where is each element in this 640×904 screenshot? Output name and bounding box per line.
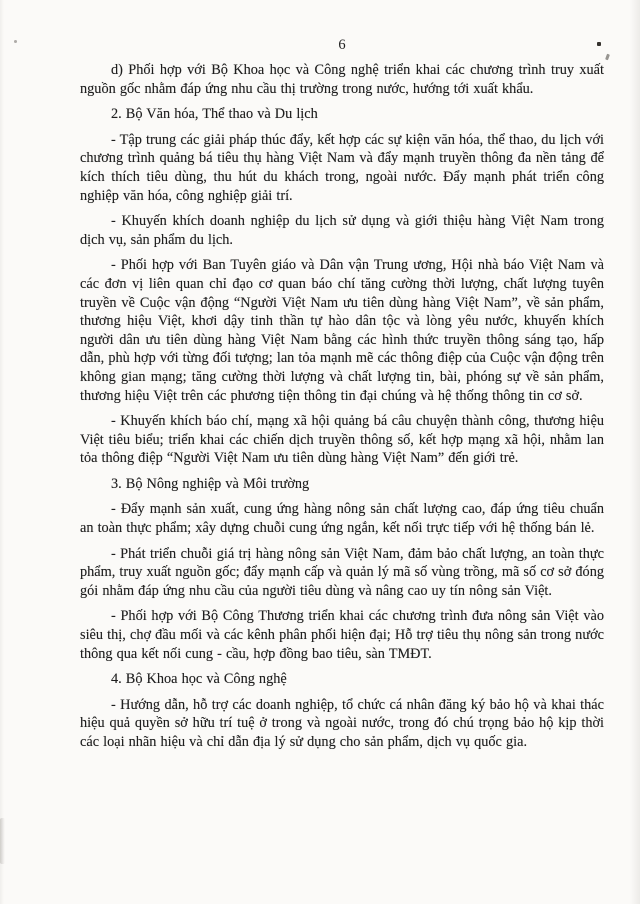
document-body <box>80 61 604 759</box>
scan-edge-shade-right <box>630 0 640 904</box>
paragraph: - Khuyến khích doanh nghiệp du lịch sử dụng và giới thiệu hàng Việt Nam trong dịch vụ, sản phẩm du lịch. <box>80 213 604 248</box>
scan-smudge-bottom-left <box>0 818 5 864</box>
paragraph: - Phối hợp với Bộ Công Thương triển khai các chương trình đưa nông sản Việt vào siêu thị, chợ đầu mối và các kênh phân phối hiện đại; Hỗ trợ tiêu thụ nông sản trong nước thông qua kết nối cung - cầu, hợp đồng bao tiêu, sàn TMĐT. <box>80 608 604 662</box>
section-heading-3: 3. Bộ Nông nghiệp và Môi trường <box>111 475 310 492</box>
page-number: 6 <box>338 37 346 53</box>
paragraph: - Khuyến khích báo chí, mạng xã hội quảng bá câu chuyện thành công, thương hiệu Việt tiêu biểu; triển khai các chiến dịch truyền thông số, kết hợp mạng xã hội, nhằm lan tỏa thông điệp “Người Việt Nam ưu tiên dùng hàng Việt Nam” đến giới trẻ. <box>80 413 604 467</box>
paragraph: - Phát triển chuỗi giá trị hàng nông sản Việt Nam, đảm bảo chất lượng, an toàn thực phẩm, truy xuất nguồn gốc; đẩy mạnh cấp và quản lý mã số vùng trồng, mã số cơ sở đóng gói nhằm đáp ứng nhu cầu của người tiêu dùng và nâng cao uy tín nông sản Việt. <box>80 545 604 599</box>
section-heading-2: 2. Bộ Văn hóa, Thể thao và Du lịch <box>111 106 318 123</box>
paragraph-item-d: d) Phối hợp với Bộ Khoa học và Công nghệ triển khai các chương trình truy xuất nguồn gốc nhằm đáp ứng nhu cầu thị trường trong nước, hướng tới xuất khẩu. <box>80 62 604 97</box>
scan-speck-top-left <box>14 40 17 43</box>
paragraph: - Phối hợp với Ban Tuyên giáo và Dân vận Trung ương, Hội nhà báo Việt Nam và các đơn vị liên quan chỉ đạo cơ quan báo chí tăng cường thời lượng, chất lượng tuyên truyền về Cuộc vận động “Người Việt Nam ưu tiên dùng hàng Việt Nam”, về sản phẩm, thương hiệu Việt, khơi dậy tinh thần tự hào dân tộc và lòng yêu nước, khuyến khích người dân ưu tiên dùng hàng Việt Nam bằng các hình thức truyền thông sáng tạo, hấp dẫn, phù hợp với từng đối tượng; lan tỏa mạnh mẽ các thông điệp của Cuộc vận động trên không gian mạng; tăng cường thời lượng và chất lượng tin, bài, phóng sự về sản phẩm, thương hiệu Việt trên các phương tiện thông tin đại chúng và hệ thống thông tin cơ sở. <box>80 257 604 404</box>
scan-tick-top-right <box>605 54 610 61</box>
section-heading-4: 4. Bộ Khoa học và Công nghệ <box>111 671 287 688</box>
paragraph: - Tập trung các giải pháp thúc đẩy, kết hợp các sự kiện văn hóa, thể thao, du lịch với chương trình quảng bá tiêu thụ hàng Việt Nam và đẩy mạnh truyền thông đa nền tảng để kích thích tiêu dùng, thu hút du khách trong, ngoài nước. Đẩy mạnh phát triển công nghiệp văn hóa, công nghiệp giải trí. <box>80 131 604 204</box>
paragraph: - Đẩy mạnh sản xuất, cung ứng hàng nông sản chất lượng cao, đáp ứng tiêu chuẩn an toàn thực phẩm; xây dựng chuỗi cung ứng ngắn, kết nối trực tiếp với hệ thống bán lẻ. <box>80 501 604 537</box>
scan-edge-shade-left <box>0 0 4 904</box>
paragraph: - Hướng dẫn, hỗ trợ các doanh nghiệp, tổ chức cá nhân đăng ký bảo hộ và khai thác hiệu quả quyền sở hữu trí tuệ ở trong và ngoài nước, trong đó chú trọng bảo hộ kịp thời các loại nhãn hiệu và chỉ dẫn địa lý sử dụng cho sản phẩm, dịch vụ quốc gia. <box>80 696 604 750</box>
